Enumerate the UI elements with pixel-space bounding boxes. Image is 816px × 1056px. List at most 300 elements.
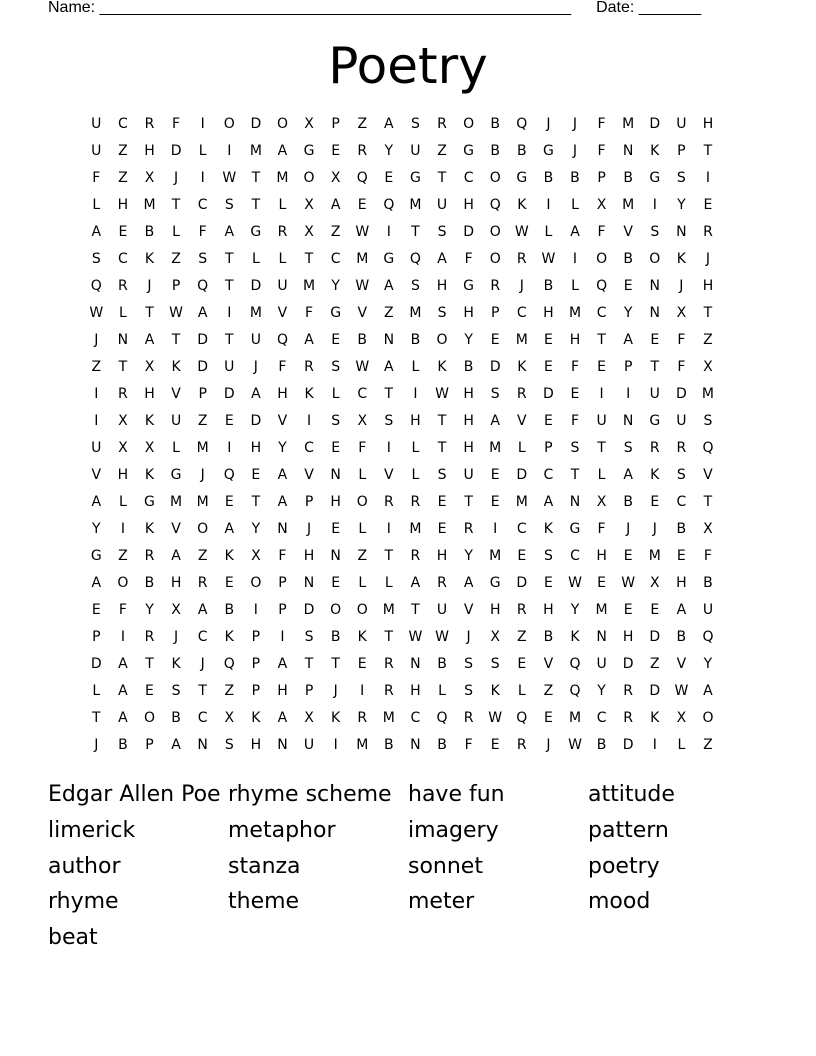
grid-letter[interactable]: U	[596, 656, 607, 672]
grid-letter[interactable]: D	[303, 602, 315, 618]
grid-letter[interactable]: M	[515, 494, 528, 510]
grid-letter[interactable]: Z	[357, 116, 368, 132]
grid-letter[interactable]: Q	[90, 278, 102, 294]
grid-letter[interactable]: H	[436, 278, 448, 294]
grid-letter[interactable]: X	[251, 548, 261, 564]
grid-letter[interactable]: S	[703, 413, 713, 429]
grid-letter[interactable]: M	[622, 116, 635, 132]
grid-letter[interactable]: S	[410, 278, 420, 294]
grid-letter[interactable]: Z	[357, 548, 368, 564]
grid-letter[interactable]: A	[384, 116, 394, 132]
grid-letter[interactable]: E	[331, 332, 341, 348]
grid-letter[interactable]: G	[569, 521, 581, 537]
grid-letter[interactable]: J	[94, 332, 99, 348]
grid-letter[interactable]: C	[197, 710, 208, 726]
grid-letter[interactable]: G	[542, 143, 554, 159]
grid-letter[interactable]: B	[463, 359, 474, 375]
grid-letter[interactable]: K	[171, 359, 181, 375]
grid-letter[interactable]: B	[224, 602, 235, 618]
grid-letter[interactable]: U	[91, 143, 102, 159]
grid-letter[interactable]: K	[144, 251, 155, 267]
grid-letter[interactable]: O	[702, 710, 714, 726]
grid-letter[interactable]: E	[357, 656, 367, 672]
grid-letter[interactable]: S	[384, 413, 394, 429]
grid-letter[interactable]: H	[489, 602, 501, 618]
grid-letter[interactable]: X	[144, 440, 155, 456]
grid-letter[interactable]: H	[622, 629, 634, 645]
grid-letter[interactable]: A	[171, 548, 181, 564]
grid-letter[interactable]: T	[411, 224, 420, 240]
grid-letter[interactable]: J	[174, 170, 179, 186]
grid-letter[interactable]: K	[437, 359, 447, 375]
grid-letter[interactable]: B	[570, 170, 580, 186]
grid-letter[interactable]: O	[356, 494, 368, 510]
grid-letter[interactable]: S	[623, 440, 633, 456]
grid-letter[interactable]: A	[623, 332, 633, 348]
grid-letter[interactable]: F	[305, 305, 314, 321]
grid-letter[interactable]: T	[92, 710, 101, 726]
grid-letter[interactable]: A	[384, 278, 394, 294]
grid-letter[interactable]: T	[437, 170, 447, 186]
grid-letter[interactable]: V	[623, 224, 633, 240]
grid-letter[interactable]: G	[463, 143, 475, 159]
grid-letter[interactable]: R	[437, 575, 447, 591]
grid-letter[interactable]: B	[330, 629, 341, 645]
grid-letter[interactable]: T	[304, 656, 314, 672]
grid-letter[interactable]: H	[410, 683, 421, 699]
grid-letter[interactable]: P	[331, 116, 340, 132]
grid-letter[interactable]: V	[277, 305, 288, 321]
grid-letter[interactable]: U	[436, 602, 448, 618]
grid-letter[interactable]: Q	[223, 467, 235, 483]
grid-letter[interactable]: L	[597, 467, 606, 483]
grid-letter[interactable]: N	[330, 548, 341, 564]
grid-letter[interactable]: A	[384, 359, 394, 375]
grid-letter[interactable]: J	[94, 737, 99, 753]
grid-letter[interactable]: N	[117, 332, 129, 348]
grid-letter[interactable]: R	[676, 440, 687, 456]
grid-letter[interactable]: X	[118, 413, 128, 429]
grid-letter[interactable]: U	[436, 197, 448, 213]
grid-letter[interactable]: S	[570, 440, 580, 456]
grid-letter[interactable]: T	[145, 305, 154, 321]
grid-letter[interactable]: D	[622, 656, 634, 672]
grid-letter[interactable]: E	[357, 197, 367, 213]
grid-letter[interactable]: A	[676, 602, 687, 618]
grid-letter[interactable]: E	[517, 656, 527, 672]
grid-letter[interactable]: D	[197, 332, 209, 348]
grid-letter[interactable]: T	[198, 683, 207, 699]
grid-letter[interactable]: H	[702, 116, 714, 132]
grid-letter[interactable]: T	[145, 656, 154, 672]
grid-letter[interactable]: O	[356, 602, 368, 618]
grid-letter[interactable]: A	[144, 332, 155, 348]
grid-letter[interactable]: Y	[278, 440, 287, 456]
grid-letter[interactable]: I	[652, 737, 657, 753]
grid-letter[interactable]: I	[306, 413, 312, 429]
grid-letter[interactable]: L	[92, 683, 101, 699]
grid-letter[interactable]: D	[649, 629, 661, 645]
grid-letter[interactable]: A	[91, 575, 102, 591]
grid-letter[interactable]: C	[463, 170, 474, 186]
grid-letter[interactable]: R	[649, 440, 660, 456]
grid-letter[interactable]: G	[250, 224, 262, 240]
grid-letter[interactable]: P	[278, 575, 287, 591]
grid-letter[interactable]: W	[89, 305, 104, 321]
grid-letter[interactable]: E	[331, 440, 341, 456]
grid-letter[interactable]: J	[546, 116, 551, 132]
grid-letter[interactable]: K	[650, 467, 660, 483]
grid-letter[interactable]: Q	[569, 656, 581, 672]
grid-letter[interactable]: F	[677, 332, 686, 348]
grid-letter[interactable]: H	[330, 494, 341, 510]
grid-letter[interactable]: O	[649, 251, 661, 267]
grid-letter[interactable]: R	[144, 629, 155, 645]
grid-letter[interactable]: M	[249, 305, 262, 321]
grid-letter[interactable]: J	[200, 467, 205, 483]
grid-letter[interactable]: T	[224, 278, 234, 294]
grid-letter[interactable]: D	[250, 116, 262, 132]
grid-letter[interactable]: N	[303, 575, 315, 591]
grid-letter[interactable]: E	[224, 575, 234, 591]
grid-letter[interactable]: P	[544, 440, 553, 456]
grid-letter[interactable]: A	[277, 710, 288, 726]
grid-letter[interactable]: L	[384, 575, 393, 591]
grid-letter[interactable]: R	[516, 386, 527, 402]
grid-letter[interactable]: U	[250, 332, 261, 348]
grid-letter[interactable]: Q	[516, 116, 528, 132]
grid-letter[interactable]: Z	[703, 332, 713, 348]
grid-letter[interactable]: I	[360, 683, 365, 699]
grid-letter[interactable]: O	[143, 710, 155, 726]
grid-letter[interactable]: L	[438, 683, 446, 699]
grid-letter[interactable]: Y	[623, 305, 633, 321]
grid-letter[interactable]: O	[596, 251, 608, 267]
grid-letter[interactable]: X	[304, 116, 314, 132]
grid-letter[interactable]: M	[276, 170, 289, 186]
grid-letter[interactable]: I	[386, 440, 391, 456]
grid-letter[interactable]: V	[384, 467, 394, 483]
grid-letter[interactable]: X	[144, 170, 155, 186]
grid-letter[interactable]: W	[435, 629, 449, 645]
grid-letter[interactable]: R	[703, 224, 713, 240]
grid-letter[interactable]: J	[147, 278, 152, 294]
grid-letter[interactable]: V	[171, 521, 181, 537]
grid-letter[interactable]: N	[330, 467, 341, 483]
grid-letter[interactable]: I	[227, 440, 232, 456]
grid-letter[interactable]: K	[144, 467, 155, 483]
grid-letter[interactable]: Z	[197, 413, 208, 429]
grid-letter[interactable]: P	[623, 359, 633, 375]
grid-letter[interactable]: I	[333, 737, 338, 753]
grid-letter[interactable]: Q	[276, 332, 288, 348]
grid-letter[interactable]: Q	[702, 629, 714, 645]
grid-letter[interactable]: J	[626, 521, 631, 537]
grid-letter[interactable]: K	[570, 629, 580, 645]
grid-letter[interactable]: I	[572, 251, 578, 267]
grid-letter[interactable]: M	[622, 197, 635, 213]
grid-letter[interactable]: T	[437, 413, 447, 429]
grid-letter[interactable]: E	[224, 413, 234, 429]
grid-letter[interactable]: P	[677, 143, 686, 159]
grid-letter[interactable]: N	[410, 737, 421, 753]
grid-letter[interactable]: Q	[197, 278, 209, 294]
grid-letter[interactable]: A	[304, 332, 314, 348]
grid-letter[interactable]: X	[703, 359, 713, 375]
grid-letter[interactable]: U	[91, 116, 102, 132]
grid-letter[interactable]: J	[705, 251, 711, 267]
grid-letter[interactable]: H	[117, 197, 129, 213]
grid-letter[interactable]: P	[198, 386, 207, 402]
grid-letter[interactable]: Y	[331, 278, 340, 294]
grid-letter[interactable]: W	[488, 710, 503, 726]
grid-letter[interactable]: R	[144, 548, 155, 564]
grid-letter[interactable]: Z	[118, 170, 128, 186]
grid-letter[interactable]: B	[357, 332, 368, 348]
grid-letter[interactable]: N	[622, 143, 634, 159]
grid-letter[interactable]: T	[597, 332, 606, 348]
grid-letter[interactable]: M	[382, 710, 395, 726]
grid-letter[interactable]: W	[514, 224, 529, 240]
grid-letter[interactable]: R	[516, 737, 527, 753]
grid-letter[interactable]: A	[277, 494, 288, 510]
date-field[interactable]: Date: _______	[596, 0, 702, 16]
grid-letter[interactable]: U	[224, 359, 235, 375]
grid-letter[interactable]: I	[652, 197, 657, 213]
grid-letter[interactable]: S	[437, 467, 447, 483]
grid-letter[interactable]: G	[90, 548, 102, 564]
grid-letter[interactable]: X	[490, 629, 500, 645]
grid-letter[interactable]: G	[383, 251, 395, 267]
grid-letter[interactable]: E	[224, 494, 234, 510]
grid-letter[interactable]: W	[674, 683, 689, 699]
grid-letter[interactable]: H	[250, 737, 262, 753]
grid-letter[interactable]: H	[543, 305, 554, 321]
grid-letter[interactable]: H	[463, 440, 474, 456]
grid-letter[interactable]: Y	[464, 548, 473, 564]
grid-letter[interactable]: X	[649, 575, 660, 591]
grid-letter[interactable]: Y	[703, 656, 713, 672]
grid-letter[interactable]: M	[515, 332, 528, 348]
grid-letter[interactable]: C	[197, 629, 208, 645]
grid-letter[interactable]: N	[649, 305, 660, 321]
grid-letter[interactable]: B	[144, 224, 155, 240]
grid-letter[interactable]: I	[386, 521, 391, 537]
grid-letter[interactable]: D	[649, 683, 661, 699]
grid-letter[interactable]: M	[409, 197, 422, 213]
grid-letter[interactable]: K	[144, 521, 155, 537]
grid-letter[interactable]: B	[623, 251, 633, 267]
grid-letter[interactable]: T	[331, 656, 340, 672]
grid-letter[interactable]: P	[490, 305, 500, 321]
grid-letter[interactable]: W	[541, 251, 556, 267]
grid-letter[interactable]: R	[383, 683, 394, 699]
grid-letter[interactable]: A	[543, 494, 554, 510]
grid-letter[interactable]: O	[489, 224, 501, 240]
grid-letter[interactable]: N	[383, 332, 395, 348]
grid-letter[interactable]: L	[358, 575, 367, 591]
grid-letter[interactable]: F	[597, 521, 606, 537]
grid-letter[interactable]: Y	[251, 521, 261, 537]
grid-letter[interactable]: E	[517, 548, 527, 564]
grid-letter[interactable]: Y	[464, 332, 473, 348]
name-field[interactable]: Name: _____________________________________________________	[48, 0, 572, 16]
grid-letter[interactable]: B	[676, 521, 687, 537]
grid-letter[interactable]: L	[358, 521, 367, 537]
grid-letter[interactable]: V	[517, 413, 527, 429]
grid-letter[interactable]: M	[568, 710, 582, 726]
grid-letter[interactable]: L	[118, 305, 127, 321]
grid-letter[interactable]: C	[304, 440, 314, 456]
grid-letter[interactable]: P	[251, 629, 261, 645]
grid-letter[interactable]: N	[622, 413, 634, 429]
grid-letter[interactable]: Q	[489, 197, 501, 213]
grid-letter[interactable]: D	[489, 359, 501, 375]
grid-letter[interactable]: V	[304, 467, 314, 483]
grid-letter[interactable]: U	[676, 413, 687, 429]
grid-letter[interactable]: O	[330, 602, 342, 618]
grid-letter[interactable]: Z	[543, 683, 554, 699]
grid-letter[interactable]: B	[490, 116, 500, 132]
grid-letter[interactable]: Z	[384, 305, 394, 321]
grid-letter[interactable]: R	[118, 386, 128, 402]
grid-letter[interactable]: I	[599, 386, 604, 402]
grid-letter[interactable]: S	[490, 656, 500, 672]
grid-letter[interactable]: C	[330, 251, 341, 267]
grid-letter[interactable]: M	[489, 548, 502, 564]
grid-letter[interactable]: E	[597, 359, 606, 375]
grid-letter[interactable]: Y	[145, 602, 154, 618]
grid-letter[interactable]: Q	[409, 251, 421, 267]
grid-letter[interactable]: H	[463, 197, 474, 213]
grid-letter[interactable]: A	[463, 575, 474, 591]
grid-letter[interactable]: I	[200, 170, 205, 186]
grid-letter[interactable]: K	[251, 710, 261, 726]
grid-letter[interactable]: L	[198, 143, 207, 159]
grid-letter[interactable]: Y	[677, 197, 686, 213]
grid-letter[interactable]: F	[92, 170, 101, 186]
grid-letter[interactable]: R	[410, 548, 421, 564]
grid-letter[interactable]: O	[436, 332, 448, 348]
grid-letter[interactable]: X	[596, 494, 607, 510]
grid-letter[interactable]: H	[569, 332, 581, 348]
grid-letter[interactable]: E	[490, 467, 500, 483]
grid-letter[interactable]: S	[464, 683, 474, 699]
grid-letter[interactable]: X	[304, 197, 314, 213]
grid-letter[interactable]: M	[356, 251, 369, 267]
grid-letter[interactable]: F	[597, 116, 606, 132]
grid-letter[interactable]: R	[463, 521, 474, 537]
grid-letter[interactable]: A	[703, 683, 713, 699]
grid-letter[interactable]: M	[382, 602, 395, 618]
grid-letter[interactable]: H	[277, 386, 288, 402]
grid-letter[interactable]: A	[330, 197, 341, 213]
grid-letter[interactable]: Y	[570, 602, 580, 618]
grid-letter[interactable]: E	[145, 683, 154, 699]
grid-letter[interactable]: E	[331, 143, 341, 159]
grid-letter[interactable]: Q	[569, 683, 581, 699]
grid-letter[interactable]: D	[675, 386, 687, 402]
grid-letter[interactable]: W	[169, 305, 183, 321]
grid-letter[interactable]: N	[569, 494, 581, 510]
grid-letter[interactable]: G	[303, 143, 315, 159]
grid-letter[interactable]: D	[622, 737, 634, 753]
grid-letter[interactable]: S	[304, 629, 314, 645]
grid-letter[interactable]: T	[597, 440, 606, 456]
grid-letter[interactable]: X	[171, 602, 181, 618]
grid-letter[interactable]: T	[304, 251, 314, 267]
grid-letter[interactable]: J	[679, 278, 684, 294]
grid-letter[interactable]: M	[143, 197, 156, 213]
grid-letter[interactable]: Q	[356, 170, 368, 186]
grid-letter[interactable]: V	[357, 305, 368, 321]
grid-letter[interactable]: A	[224, 224, 235, 240]
grid-letter[interactable]: Q	[516, 710, 528, 726]
grid-letter[interactable]: I	[120, 521, 125, 537]
grid-letter[interactable]: F	[570, 413, 580, 429]
grid-letter[interactable]: H	[463, 413, 474, 429]
grid-letter[interactable]: T	[171, 197, 181, 213]
grid-letter[interactable]: S	[464, 656, 474, 672]
grid-letter[interactable]: Y	[597, 683, 606, 699]
grid-letter[interactable]: E	[251, 467, 261, 483]
grid-letter[interactable]: P	[171, 278, 181, 294]
grid-letter[interactable]: S	[198, 251, 208, 267]
grid-letter[interactable]: O	[303, 170, 315, 186]
grid-letter[interactable]: O	[250, 575, 262, 591]
grid-letter[interactable]: K	[224, 548, 234, 564]
grid-letter[interactable]: W	[222, 170, 237, 186]
grid-letter[interactable]: I	[546, 197, 551, 213]
grid-letter[interactable]: I	[705, 170, 711, 186]
grid-letter[interactable]: C	[410, 710, 421, 726]
grid-letter[interactable]: L	[172, 440, 180, 456]
grid-letter[interactable]: K	[304, 386, 314, 402]
grid-letter[interactable]: D	[516, 575, 528, 591]
grid-letter[interactable]: J	[306, 521, 312, 537]
grid-letter[interactable]: U	[596, 413, 607, 429]
grid-letter[interactable]: K	[171, 656, 181, 672]
grid-letter[interactable]: N	[197, 737, 208, 753]
grid-letter[interactable]: D	[250, 413, 262, 429]
grid-letter[interactable]: E	[437, 521, 447, 537]
grid-letter[interactable]: B	[623, 170, 633, 186]
grid-letter[interactable]: Q	[436, 710, 448, 726]
grid-letter[interactable]: G	[516, 170, 528, 186]
grid-letter[interactable]: B	[171, 710, 181, 726]
grid-letter[interactable]: R	[516, 602, 527, 618]
grid-letter[interactable]: R	[623, 710, 634, 726]
grid-letter[interactable]: I	[413, 386, 418, 402]
grid-letter[interactable]: A	[623, 467, 633, 483]
grid-letter[interactable]: O	[463, 116, 475, 132]
grid-letter[interactable]: M	[196, 440, 209, 456]
grid-letter[interactable]: U	[410, 143, 421, 159]
grid-letter[interactable]: L	[517, 440, 526, 456]
grid-letter[interactable]: O	[197, 521, 209, 537]
grid-letter[interactable]: E	[623, 602, 633, 618]
grid-letter[interactable]: X	[224, 710, 235, 726]
grid-letter[interactable]: J	[333, 683, 338, 699]
grid-letter[interactable]: L	[517, 683, 526, 699]
grid-letter[interactable]: S	[224, 197, 234, 213]
grid-letter[interactable]: F	[597, 224, 606, 240]
grid-letter[interactable]: O	[489, 170, 501, 186]
grid-letter[interactable]: M	[595, 602, 608, 618]
grid-letter[interactable]: T	[703, 305, 713, 321]
grid-letter[interactable]: W	[355, 278, 370, 294]
grid-letter[interactable]: P	[92, 629, 101, 645]
